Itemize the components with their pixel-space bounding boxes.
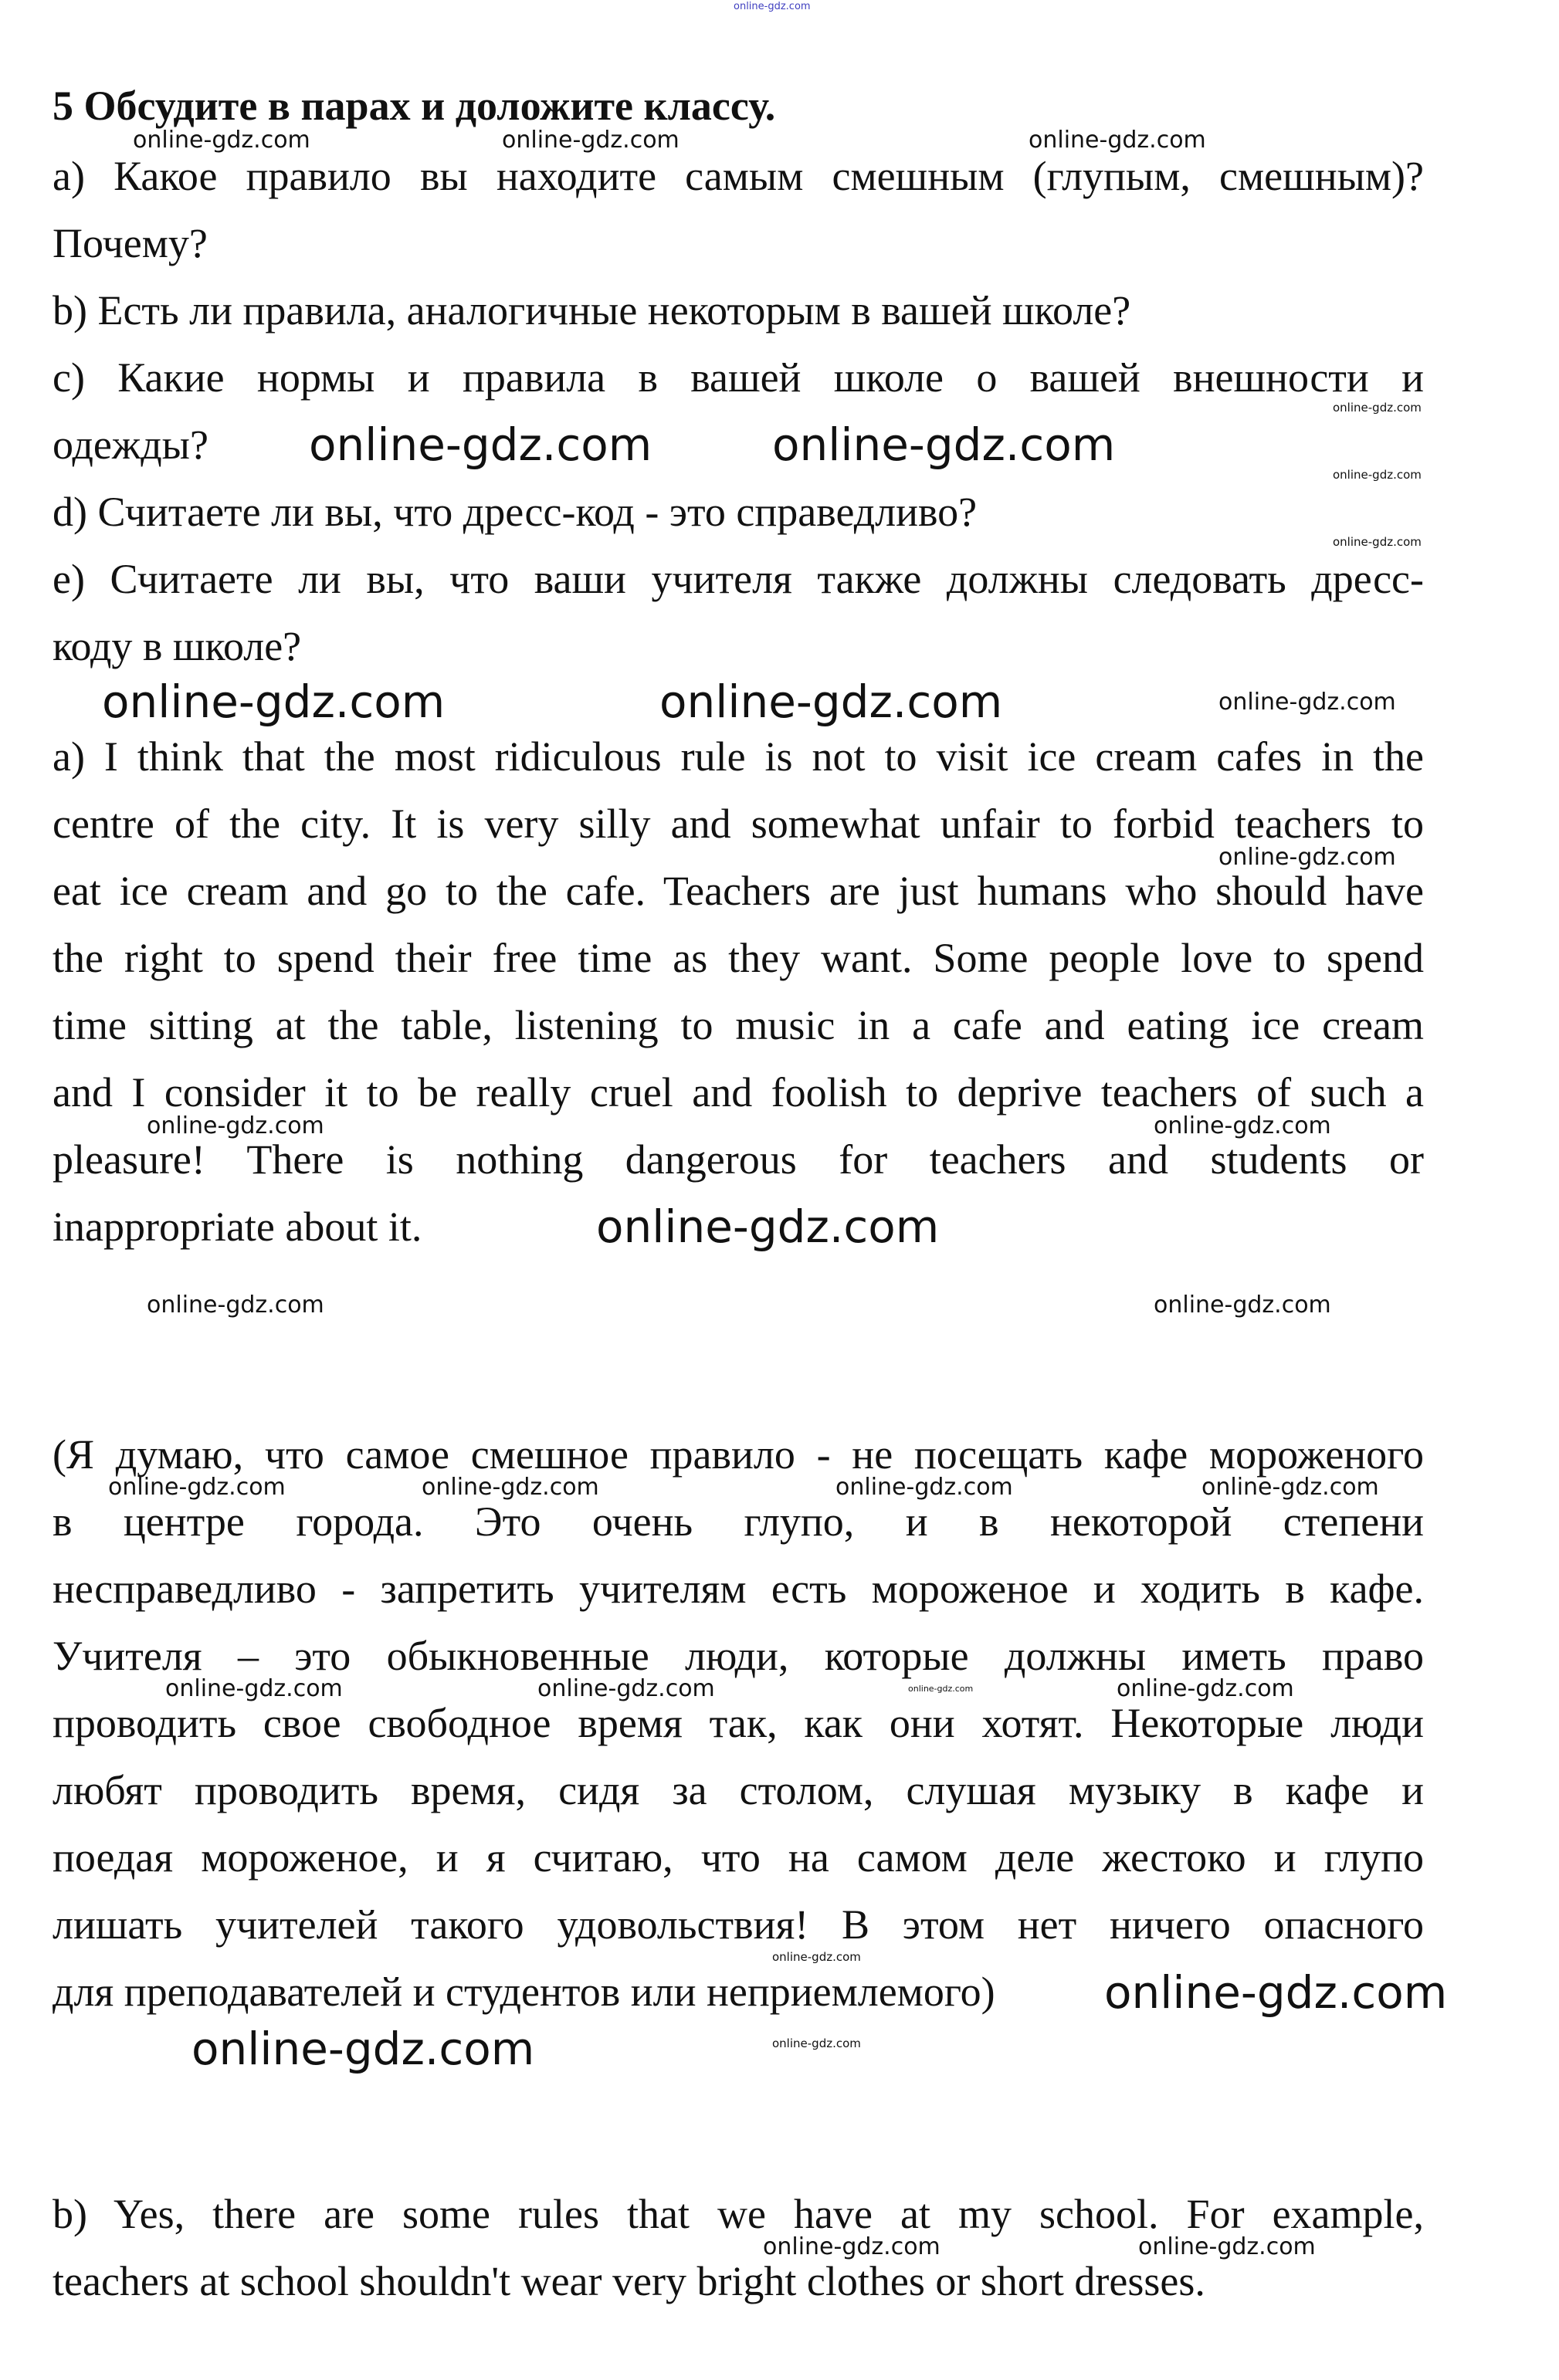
question-line: d) Считаете ли вы, что дресс-код - это справедливо? bbox=[53, 489, 978, 535]
answer-b-line: teachers at school shouldn't wear very bright clothes or short dresses. bbox=[53, 2258, 1205, 2304]
question-line: c) Какие нормы и правила в вашей школе о вашей внешности и bbox=[53, 354, 1424, 401]
watermark: online-gdz.com bbox=[422, 1474, 599, 1501]
exercise-heading: 5 Обсудите в парах и доложите классу. bbox=[53, 83, 776, 129]
answer-en-line: the right to spend their free time as they want. Some people love to spend bbox=[53, 935, 1424, 981]
answer-ru-line: лишать учителей такого удовольствия! В этом нет ничего опасного bbox=[53, 1901, 1424, 1948]
watermark: online-gdz.com bbox=[1201, 1474, 1379, 1501]
answer-ru-line: (Я думаю, что самое смешное правило - не посещать кафе мороженого bbox=[53, 1431, 1424, 1478]
answer-en-line: eat ice cream and go to the cafe. Teachers are just humans who should have bbox=[53, 868, 1424, 914]
watermark: online-gdz.com bbox=[102, 675, 446, 728]
answer-ru-line: в центре города. Это очень глупо, и в некоторой степени bbox=[53, 1498, 1424, 1545]
watermark: online-gdz.com bbox=[763, 2233, 940, 2260]
top-watermark: online-gdz.com bbox=[734, 1, 811, 12]
watermark: online-gdz.com bbox=[835, 1474, 1013, 1501]
watermark: online-gdz.com bbox=[1154, 1292, 1331, 1319]
answer-ru-line: для преподавателей и студентов или неприемлемого) bbox=[53, 1969, 995, 2015]
watermark: online-gdz.com bbox=[1333, 401, 1422, 415]
watermark: online-gdz.com bbox=[502, 127, 680, 154]
watermark: online-gdz.com bbox=[1029, 127, 1206, 154]
answer-en-line: a) I think that the most ridiculous rule is not to visit ice cream cafes in the bbox=[53, 733, 1424, 780]
answer-en-line: time sitting at the table, listening to music in a cafe and eating ice cream bbox=[53, 1002, 1424, 1048]
answer-b-line: b) Yes, there are some rules that we have at my school. For example, bbox=[53, 2191, 1424, 2237]
watermark: online-gdz.com bbox=[1154, 1112, 1331, 1139]
answer-en-line: and I consider it to be really cruel and foolish to deprive teachers of such a bbox=[53, 1069, 1424, 1116]
watermark: online-gdz.com bbox=[1333, 535, 1422, 549]
answer-en-line: pleasure! There is nothing dangerous for teachers and students or bbox=[53, 1136, 1424, 1183]
question-line: a) Какое правило вы находите самым смешным (глупым, смешным)? bbox=[53, 153, 1424, 199]
watermark: online-gdz.com bbox=[309, 418, 652, 471]
answer-ru-line: поедая мороженое, и я считаю, что на самом деле жестоко и глупо bbox=[53, 1834, 1424, 1881]
answer-ru-line: любят проводить время, сидя за столом, слушая музыку в кафе и bbox=[53, 1767, 1424, 1813]
watermark: online-gdz.com bbox=[1333, 468, 1422, 482]
watermark: online-gdz.com bbox=[147, 1292, 324, 1319]
watermark: online-gdz.com bbox=[659, 675, 1003, 728]
watermark: online-gdz.com bbox=[537, 1675, 715, 1702]
watermark: online-gdz.com bbox=[772, 418, 1116, 471]
answer-en-line: inappropriate about it. bbox=[53, 1204, 422, 1250]
watermark: online-gdz.com bbox=[772, 2036, 861, 2050]
watermark: online-gdz.com bbox=[1218, 689, 1396, 716]
watermark: online-gdz.com bbox=[165, 1675, 343, 1702]
watermark: online-gdz.com bbox=[596, 1200, 940, 1253]
question-line: Почему? bbox=[53, 220, 208, 266]
question-line: b) Есть ли правила, аналогичные некоторым в вашей школе? bbox=[53, 287, 1131, 333]
answer-ru-line: несправедливо - запретить учителям есть мороженое и ходить в кафе. bbox=[53, 1566, 1424, 1612]
watermark: online-gdz.com bbox=[133, 127, 310, 154]
question-line: коду в школе? bbox=[53, 623, 302, 669]
watermark: online-gdz.com bbox=[1117, 1675, 1294, 1702]
watermark: online-gdz.com bbox=[908, 1684, 974, 1694]
watermark: online-gdz.com bbox=[1104, 1966, 1448, 2019]
watermark: online-gdz.com bbox=[1218, 844, 1396, 871]
question-line: e) Считаете ли вы, что ваши учителя также должны следовать дресс- bbox=[53, 556, 1424, 602]
watermark: online-gdz.com bbox=[147, 1112, 324, 1139]
answer-ru-line: проводить свое свободное время так, как они хотят. Некоторые люди bbox=[53, 1700, 1424, 1746]
watermark: online-gdz.com bbox=[1138, 2233, 1316, 2260]
watermark: online-gdz.com bbox=[772, 1950, 861, 1964]
answer-ru-line: Учителя – это обыкновенные люди, которые должны иметь право bbox=[53, 1633, 1424, 1679]
watermark: online-gdz.com bbox=[108, 1474, 286, 1501]
answer-en-line: centre of the city. It is very silly and somewhat unfair to forbid teachers to bbox=[53, 801, 1424, 847]
watermark: online-gdz.com bbox=[191, 2023, 535, 2075]
question-line: одежды? bbox=[53, 421, 208, 468]
